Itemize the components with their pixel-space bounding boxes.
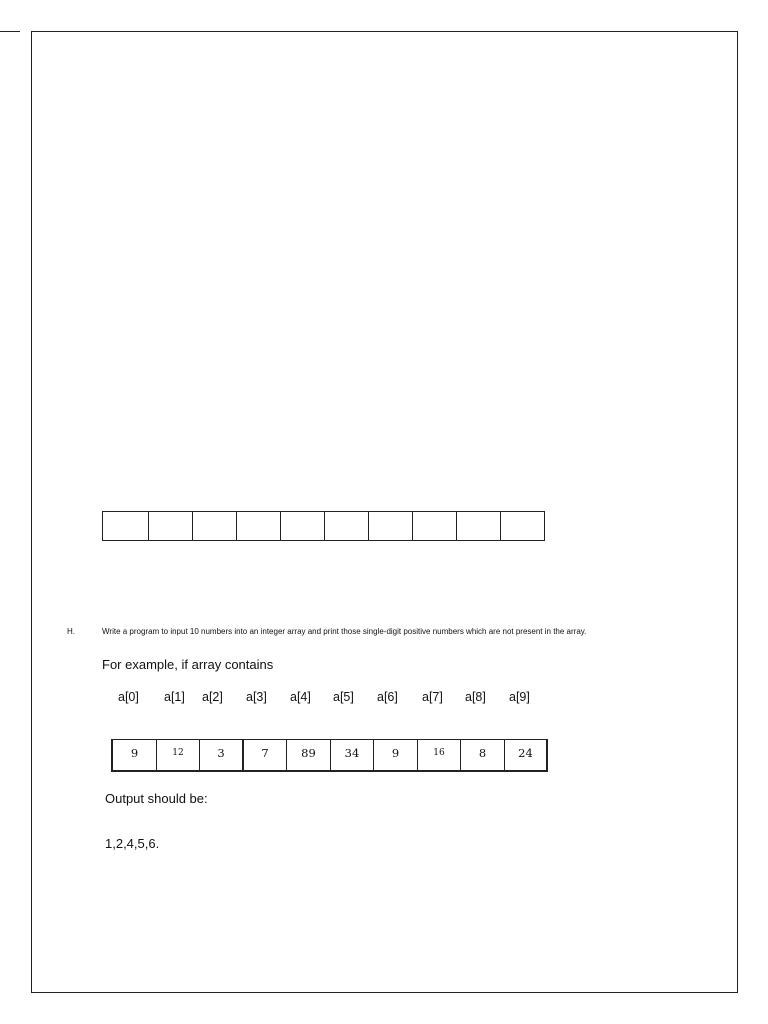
array-value-cell: 7	[244, 740, 287, 770]
empty-array-cell	[501, 512, 545, 541]
array-index-label: a[9]	[509, 690, 530, 704]
empty-array-cell	[325, 512, 369, 541]
array-index-label: a[8]	[465, 690, 486, 704]
empty-array-cell	[193, 512, 237, 541]
array-index-label: a[2]	[202, 690, 223, 704]
empty-array-cell	[281, 512, 325, 541]
example-intro: For example, if array contains	[102, 657, 274, 672]
array-index-label: a[7]	[422, 690, 443, 704]
array-value-cell: 16	[418, 740, 461, 770]
question-label: H.	[67, 627, 75, 636]
array-value-cell: 34	[331, 740, 374, 770]
array-value-cell: 9	[374, 740, 418, 770]
array-value-cell: 3	[200, 740, 244, 770]
empty-array-grid	[102, 511, 545, 541]
empty-array-cell	[237, 512, 281, 541]
array-value-cell: 8	[461, 740, 505, 770]
array-index-label: a[6]	[377, 690, 398, 704]
array-value-cell: 89	[287, 740, 331, 770]
array-value-cell: 12	[157, 740, 200, 770]
output-label: Output should be:	[105, 791, 208, 806]
empty-array-cell	[149, 512, 193, 541]
array-index-label: a[4]	[290, 690, 311, 704]
empty-array-cell	[413, 512, 457, 541]
array-index-label: a[0]	[118, 690, 139, 704]
array-value-cell: 9	[113, 740, 157, 770]
array-index-row	[0, 690, 768, 706]
array-index-label: a[1]	[164, 690, 185, 704]
question-text: Write a program to input 10 numbers into an integer array and print those single-digit positive numbers which are not present in the array.	[102, 627, 587, 636]
corner-rule	[0, 31, 20, 32]
empty-array-cell	[457, 512, 501, 541]
array-index-label: a[3]	[246, 690, 267, 704]
array-value-cell: 24	[505, 740, 548, 770]
empty-array-cell	[103, 512, 149, 541]
empty-array-cell	[369, 512, 413, 541]
array-index-label: a[5]	[333, 690, 354, 704]
value-array-grid	[111, 739, 548, 772]
output-value: 1,2,4,5,6.	[105, 836, 160, 851]
